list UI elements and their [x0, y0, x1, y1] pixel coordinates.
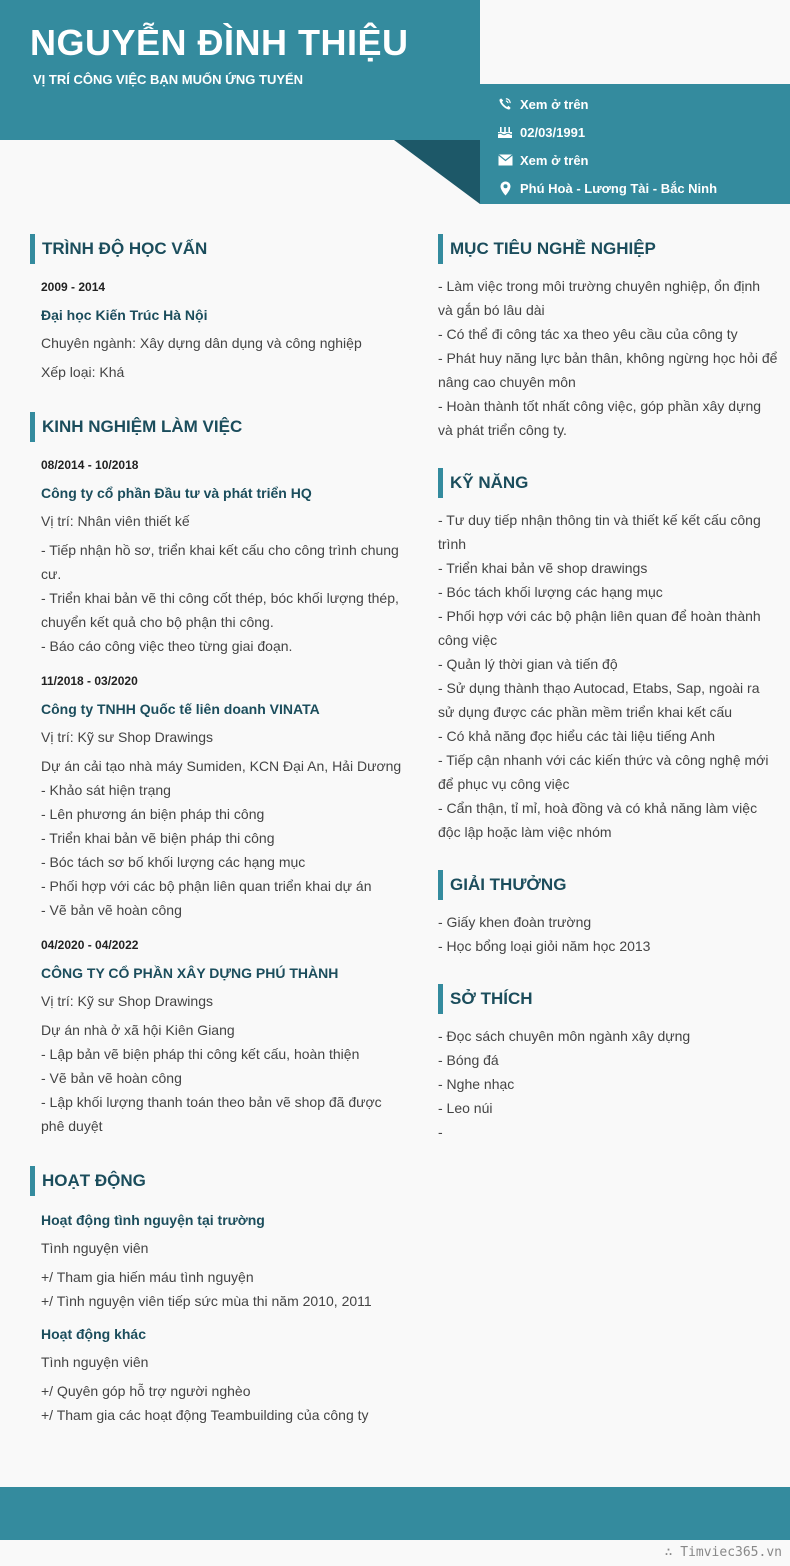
job-detail: - Tiếp nhận hồ sơ, triển khai kết cấu cho công trình chung cư.	[41, 542, 399, 582]
activities-title: HOẠT ĐỘNG	[30, 1166, 405, 1196]
job-date: 11/2018 - 03/2020	[41, 674, 138, 688]
hobby-item: - Leo núi	[438, 1100, 493, 1116]
education-date: 2009 - 2014	[41, 280, 106, 294]
objective-item: - Hoàn thành tốt nhất công việc, góp phần xây dựng và phát triển công ty.	[438, 398, 762, 438]
contact-phone-value: Xem ở trên	[520, 96, 589, 112]
job-detail: Dự án nhà ở xã hội Kiên Giang	[41, 1022, 235, 1038]
contact-birthday	[496, 122, 585, 142]
job-date: 08/2014 - 10/2018	[41, 458, 139, 472]
job-entry	[41, 938, 405, 1138]
job-detail: - Báo cáo công việc theo từng giai đoạn.	[41, 638, 293, 654]
job-detail: - Bóc tách sơ bố khối lượng các hạng mục	[41, 854, 306, 870]
hobby-item: - Bóng đá	[438, 1052, 499, 1068]
job-role: Vị trí: Nhân viên thiết kế	[41, 513, 190, 529]
skill-item: - Quản lý thời gian và tiến độ	[438, 656, 618, 672]
skill-item: - Phối hợp với các bộ phận liên quan để hoàn thành công việc	[438, 608, 761, 648]
job-role: Vị trí: Kỹ sư Shop Drawings	[41, 729, 213, 745]
job-company: Công ty cổ phần Đầu tư và phát triển HQ	[41, 485, 312, 501]
education-grade: Xếp loại: Khá	[41, 364, 125, 380]
objective-item: - Phát huy năng lực bản thân, không ngừng học hỏi để nâng cao chuyên môn	[438, 350, 778, 390]
experience-section	[30, 412, 405, 1138]
awards-title: GIẢI THƯỞNG	[438, 870, 778, 900]
education-title: TRÌNH ĐỘ HỌC VẤN	[30, 234, 405, 264]
job-detail: - Khảo sát hiện trạng	[41, 782, 171, 798]
contact-email-value: Xem ở trên	[520, 152, 589, 168]
activity-detail: +/ Tình nguyện viên tiếp sức mùa thi năm 2010, 2011	[41, 1293, 372, 1309]
job-detail: - Lập bản vẽ biện pháp thi công kết cấu, hoàn thiện	[41, 1046, 360, 1062]
job-detail: - Triển khai bản vẽ thi công cốt thép, bóc khối lượng thép, chuyển kết quả cho bộ phận thi công.	[41, 590, 399, 630]
job-detail: - Vẽ bản vẽ hoàn công	[41, 1070, 182, 1086]
objective-section	[438, 234, 778, 442]
footer-band	[0, 1487, 790, 1540]
award-item: - Học bổng loại giỏi năm học 2013	[438, 938, 651, 954]
job-entry	[41, 674, 405, 922]
job-detail: - Vẽ bản vẽ hoàn công	[41, 902, 182, 918]
hobbies-section	[438, 984, 778, 1144]
education-section	[30, 234, 405, 384]
skill-item: - Sử dụng thành thạo Autocad, Etabs, Sap, ngoài ra sử dụng được các phần mềm triển khai kết cấu	[438, 680, 760, 720]
hobby-item: - Đọc sách chuyên môn ngành xây dựng	[438, 1028, 691, 1044]
contact-email	[496, 150, 589, 170]
skill-item: - Có khả năng đọc hiểu các tài liệu tiếng Anh	[438, 728, 716, 744]
phone-icon	[496, 97, 514, 111]
job-detail: - Lên phương án biện pháp thi công	[41, 806, 265, 822]
award-item: - Giấy khen đoàn trường	[438, 914, 592, 930]
envelope-icon	[496, 154, 514, 166]
awards-section	[438, 870, 778, 958]
job-detail: - Triển khai bản vẽ biện pháp thi công	[41, 830, 275, 846]
skill-item: - Triển khai bản vẽ shop drawings	[438, 560, 648, 576]
header-fold-decoration	[394, 140, 480, 204]
skill-item: - Bóc tách khối lượng các hạng mục	[438, 584, 663, 600]
contact-phone	[496, 94, 589, 114]
activity-role: Tình nguyện viên	[41, 1240, 149, 1256]
activity-detail: +/ Quyên góp hỗ trợ người nghèo	[41, 1383, 251, 1399]
left-column	[30, 234, 405, 1449]
job-detail: - Lập khối lượng thanh toán theo bản vẽ shop đã được phê duyệt	[41, 1094, 382, 1134]
contact-birthday-value: 02/03/1991	[520, 124, 586, 140]
activity-entry	[41, 1326, 405, 1427]
job-company: Công ty TNHH Quốc tế liên doanh VINATA	[41, 701, 320, 717]
job-entry	[41, 458, 405, 658]
candidate-name: NGUYỄN ĐÌNH THIỆU	[30, 22, 409, 63]
right-column	[438, 234, 778, 1166]
activities-section	[30, 1166, 405, 1427]
watermark: ∴ Timviec365.vn	[664, 1545, 782, 1560]
objective-item: - Làm việc trong môi trường chuyên nghiệp, ổn định và gắn bó lâu dài	[438, 278, 761, 318]
desired-position: VỊ TRÍ CÔNG VIỆC BẠN MUỐN ỨNG TUYỂN	[33, 72, 304, 87]
job-role: Vị trí: Kỹ sư Shop Drawings	[41, 993, 213, 1009]
activity-name: Hoạt động tình nguyện tại trường	[41, 1212, 265, 1228]
skill-item: - Tiếp cận nhanh với các kiến thức và công nghệ mới để phục vụ công việc	[438, 752, 769, 792]
skill-item: - Tư duy tiếp nhận thông tin và thiết kế kết cấu công trình	[438, 512, 761, 552]
map-marker-icon	[496, 181, 514, 196]
activity-detail: +/ Tham gia hiến máu tình nguyện	[41, 1269, 254, 1285]
contact-address	[496, 178, 717, 198]
job-detail: - Phối hợp với các bộ phận liên quan triển khai dự án	[41, 878, 372, 894]
hobbies-title: SỞ THÍCH	[438, 984, 778, 1014]
contact-address-value: Phú Hoà - Lương Tài - Bắc Ninh	[520, 180, 718, 196]
activity-role: Tình nguyện viên	[41, 1354, 149, 1370]
experience-title: KINH NGHIỆM LÀM VIỆC	[30, 412, 405, 442]
objective-title: MỤC TIÊU NGHỀ NGHIỆP	[438, 234, 778, 264]
job-date: 04/2020 - 04/2022	[41, 938, 139, 952]
hobby-item: -	[438, 1124, 443, 1140]
activity-name: Hoạt động khác	[41, 1326, 147, 1342]
education-major: Chuyên ngành: Xây dựng dân dụng và công nghiệp	[41, 335, 362, 351]
job-company: CÔNG TY CỔ PHẦN XÂY DỰNG PHÚ THÀNH	[41, 965, 339, 981]
header-banner	[0, 0, 480, 140]
skill-item: - Cẩn thận, tỉ mỉ, hoà đồng và có khả năng làm việc độc lập hoặc làm việc nhóm	[438, 800, 758, 840]
objective-item: - Có thể đi công tác xa theo yêu cầu của công ty	[438, 326, 738, 342]
job-detail: Dự án cải tạo nhà máy Sumiden, KCN Đại An, Hải Dương	[41, 758, 402, 774]
birthday-cake-icon	[496, 125, 514, 139]
education-school: Đại học Kiến Trúc Hà Nội	[41, 307, 208, 323]
activity-entry	[41, 1212, 405, 1313]
skills-section	[438, 468, 778, 844]
skills-title: KỸ NĂNG	[438, 468, 778, 498]
hobby-item: - Nghe nhạc	[438, 1076, 515, 1092]
activity-detail: +/ Tham gia các hoạt động Teambuilding của công ty	[41, 1407, 369, 1423]
